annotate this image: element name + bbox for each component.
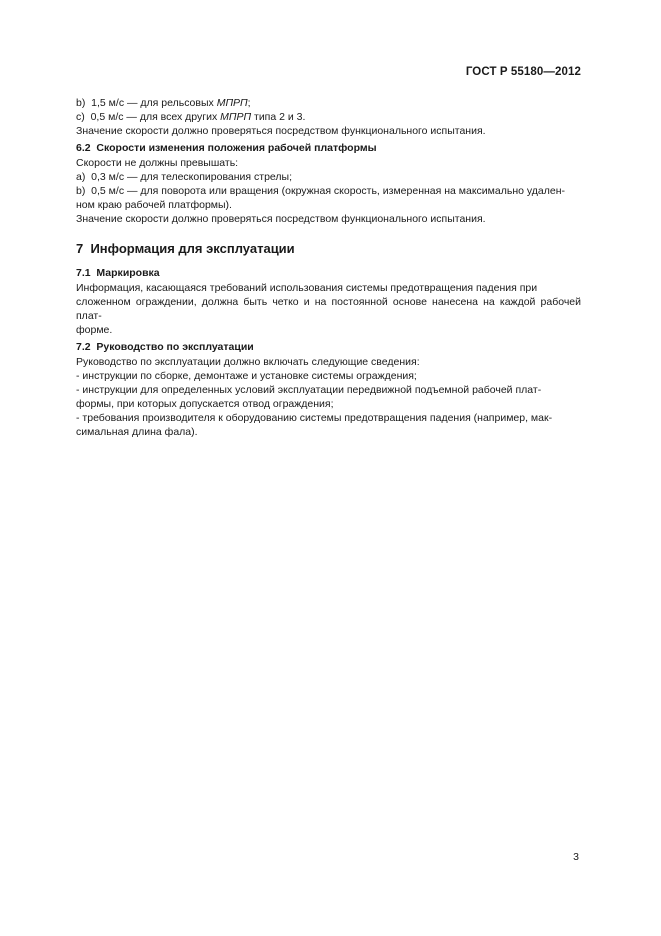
list-item-line: b) 0,5 м/с — для поворота или вращения (окружная скорость, измеренная на максимально удален- xyxy=(76,185,566,197)
paragraph-line: форме. xyxy=(76,324,113,336)
abbreviation: МПРП xyxy=(216,97,248,109)
bullet-line: формы, при которых допускается отвод ограждения; xyxy=(76,398,334,410)
section-heading-7: 7 Информация для эксплуатации xyxy=(76,241,295,256)
document-code: ГОСТ Р 55180—2012 xyxy=(465,66,581,78)
bullet-line: - инструкции для определенных условий эксплуатации передвижной подъемной рабочей плат- xyxy=(76,384,542,396)
list-item-text: ; xyxy=(247,97,251,109)
list-item-b-rail xyxy=(76,96,581,110)
list-item-text: c) 0,5 м/с — для всех других xyxy=(76,111,221,123)
paragraph-manual-intro: Руководство по эксплуатации должно включать следующие сведения: xyxy=(76,356,420,368)
list-item-text: типа 2 и 3. xyxy=(251,111,306,123)
paragraph-marking xyxy=(76,281,581,337)
list-item-b-rotation xyxy=(76,184,581,212)
bullet-line: - требования производителя к оборудованию системы предотвращения падения (например, мак- xyxy=(76,412,553,424)
bullet-conditions xyxy=(76,383,581,411)
list-item-line: ном краю рабочей платформы). xyxy=(76,199,232,211)
section-heading-6-2: 6.2 Скорости изменения положения рабочей платформы xyxy=(76,142,377,154)
document-body xyxy=(76,96,581,439)
bullet-line: симальная длина фала). xyxy=(76,426,198,438)
page-number: 3 xyxy=(573,851,579,863)
paragraph-line: Информация, касающаяся требований использования системы предотвращения падения при xyxy=(76,282,538,294)
paragraph-line: сложенном ограждении, должна быть четко и на постоянной основе нанесена на каждой рабочей плат- xyxy=(76,296,581,322)
paragraph-intro: Скорости не должны превышать: xyxy=(76,157,239,169)
abbreviation: МПРП xyxy=(220,111,252,123)
list-item-text: b) 1,5 м/с — для рельсовых xyxy=(76,97,217,109)
bullet-manufacturer-requirements xyxy=(76,411,581,439)
list-item-a-telescoping: a) 0,3 м/с — для телескопирования стрелы; xyxy=(76,171,292,183)
check-note: Значение скорости должно проверяться посредством функционального испытания. xyxy=(76,125,486,137)
check-note: Значение скорости должно проверяться посредством функционального испытания. xyxy=(76,213,486,225)
list-item-c-other xyxy=(76,110,581,124)
section-heading-7-1: 7.1 Маркировка xyxy=(76,267,160,279)
bullet-assembly: - инструкции по сборке, демонтаже и установке системы ограждения; xyxy=(76,370,417,382)
section-heading-7-2: 7.2 Руководство по эксплуатации xyxy=(76,341,254,353)
